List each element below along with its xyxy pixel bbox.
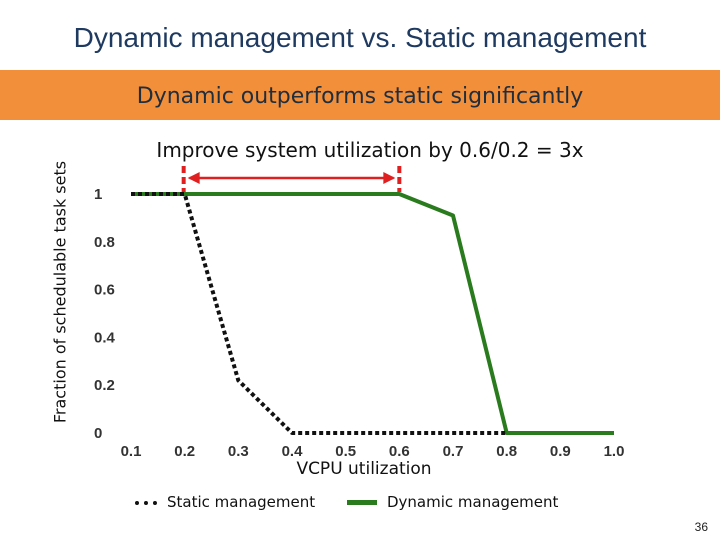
slide-title: Dynamic management vs. Static management [73, 22, 647, 53]
legend-label-dynamic: Dynamic management [387, 493, 559, 511]
annotation-text: Improve system utilization by 0.6/0.2 = 3x [156, 138, 584, 162]
series-line-static [131, 194, 507, 433]
annotation-arrowhead-right [383, 172, 395, 184]
legend-swatch-static [135, 501, 157, 505]
legend-item-dynamic [347, 493, 558, 511]
x-tick-label: 0.4 [281, 443, 303, 460]
x-axis-label: VCPU utilization [296, 459, 432, 479]
y-tick-label: 0.2 [94, 377, 115, 395]
x-ticks [121, 443, 625, 460]
legend-item-static [135, 493, 315, 511]
annotation-arrow [184, 166, 400, 192]
series-line-dynamic [131, 194, 614, 433]
y-axis-label: Fraction of schedulable task sets [50, 160, 70, 424]
series-layer [131, 194, 614, 433]
y-tick-label: 1 [94, 186, 103, 203]
annotation-arrowhead-left [188, 172, 200, 184]
x-tick-label: 0.9 [549, 443, 571, 460]
y-tick-label: 0 [94, 425, 103, 442]
y-ticks [94, 186, 116, 442]
x-tick-label: 0.1 [120, 443, 142, 460]
banner-text: Dynamic outperforms static significantly [136, 84, 584, 109]
x-tick-label: 0.2 [174, 443, 196, 460]
y-tick-label: 0.6 [94, 281, 115, 299]
x-tick-label: 0.6 [388, 443, 410, 460]
y-tick-label: 0.4 [94, 329, 115, 347]
x-tick-label: 1.0 [603, 443, 625, 460]
x-tick-label: 0.7 [442, 443, 464, 460]
page-number: 36 [694, 520, 708, 534]
legend-label-static: Static management [167, 493, 316, 511]
x-tick-label: 0.3 [227, 443, 249, 460]
y-tick-label: 0.8 [94, 233, 115, 251]
x-tick-label: 0.5 [335, 443, 357, 460]
legend-swatch-dynamic [347, 500, 377, 505]
x-tick-label: 0.8 [496, 443, 518, 460]
